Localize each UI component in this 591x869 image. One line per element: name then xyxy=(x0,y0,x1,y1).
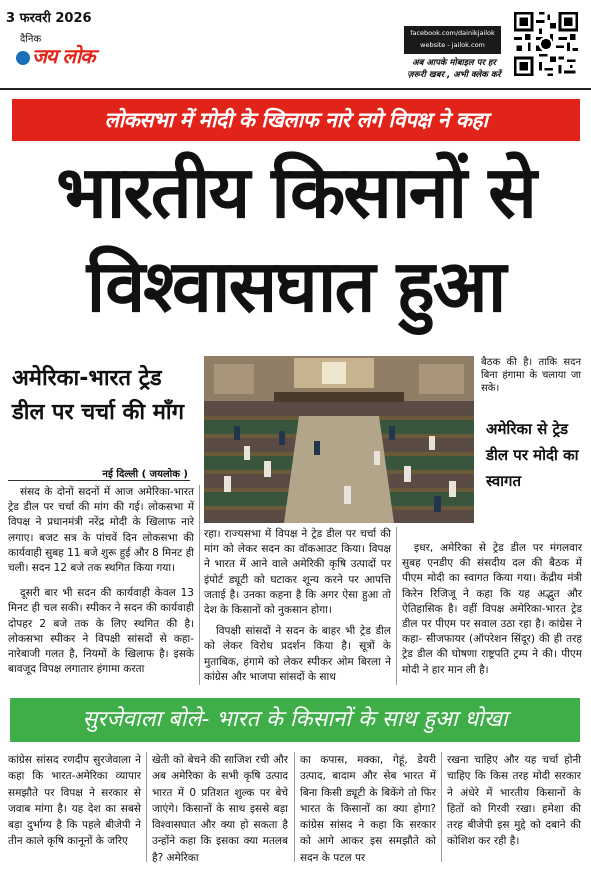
facebook-link[interactable]: facebook.com/dainikjailok xyxy=(410,29,495,37)
dateline: नई दिल्ली ( जयलोक ) xyxy=(102,469,188,480)
subheading-right: अमेरिका से ट्रेड डील पर मोदी का स्वागत xyxy=(486,420,579,490)
headline-line-2: विश्वासघात हुआ xyxy=(86,244,505,328)
header-divider xyxy=(0,88,591,90)
section-column-3: का कपास, मक्का, गेहूं, डेयरी उत्पाद, बादाम और सेब भारत में बिना किसी ड्यूटी के बिकेंगे तो फिर भारत के किसानों का क्या होगा? कांग्रेस सांसद ने कहा कि सरकार को आगे आकर इस समझौते को सदन के पटल पर xyxy=(300,754,436,864)
paragraph: संसद के दोनों सदनों में आज अमेरिका-भारत ट्रेड डील पर चर्चा की मांग की गई। लोकसभा में विपक्ष ने प्रधानमंत्री नरेंद्र मोदी के खिलाफ नारे लगाए। बजट सत्र के पांचवें दिन लोकसभा की कार्यवाही सुबह 11 बजे शुरू हुई और 8 मिनट ही चली। सदन 12 बजे तक स्थगित किया गया। xyxy=(8,486,194,575)
parliament-photo xyxy=(204,356,474,523)
kicker-banner: लोकसभा में मोदी के खिलाफ नारे लगे विपक्ष ने कहा xyxy=(12,99,580,141)
paragraph: रहा। राज्यसभा में विपक्ष ने ट्रेड डील पर चर्चा की मांग को लेकर सदन का वॉकआउट किया। विपक्ष ने भारत में आने वाले अमेरिकी कृषि उत्पादों पर इंपोर्ट ड्यूटी को घटाकर शून्य करने पर आपत्ति जताई है। उनका कहना है कि अगर ऐसा हुआ तो देश के किसानों को नुकसान होगा। xyxy=(204,528,391,617)
paragraph: इधर, अमेरिका से ट्रेड डील पर मंगलवार सुबह एनडीए की संसदीय दल की बैठक में पीएम मोदी का स्वागत किया गया। केंद्रीय मंत्री किरेन रिजिजू ने कहा कि यह अद्भुत और ऐतिहासिक है। वहीं विपक्ष अमेरिका-भारत ट्रेड डील पर पीएम पर सवाल उठा रहा है। कांग्रेस ने कहा- सीजफायर (ऑपरेशन सिंदूर) की ही तरह ट्रेड डील की घोषणा राष्ट्रपति ट्रम्प ने की। पीएम मोदी ने हार मान ली है। xyxy=(402,542,582,676)
newspaper-logo[interactable] xyxy=(14,42,124,70)
website-link[interactable]: website - jailok.com xyxy=(420,41,485,49)
column-divider xyxy=(199,485,200,685)
article-column-1 xyxy=(8,485,194,677)
mobile-promo-line-1: अब आपके मोबाइल पर हर xyxy=(412,58,496,68)
social-links-box xyxy=(404,26,501,54)
right-col-continuation: बैठक की है। ताकि सदन बिना हंगामा के चलाया जा सके। xyxy=(481,357,581,394)
column-divider xyxy=(146,752,147,862)
issue-date: 3 फरवरी 2026 xyxy=(6,11,92,26)
column-divider xyxy=(294,752,295,862)
paragraph: विपक्षी सांसदों ने सदन के बाहर भी ट्रेड डील को लेकर विरोध प्रदर्शन किया है। सूत्रों के मुताबिक, हंगामे को लेकर स्पीकर ओम बिरला ने कांग्रेस और भाजपा सांसदों के साथ xyxy=(204,625,391,683)
headline-line-1: भारतीय किसानों से xyxy=(56,150,535,234)
paragraph: दूसरी बार भी सदन की कार्यवाही केवल 13 मिनट ही चल सकी। स्पीकर ने सदन की कार्यवाही दोपहर 2 बजे तक के लिए स्थगित की है। लोकसभा स्पीकर ने विपक्षी सांसदों से कहा- नारेबाजी गलत है, नियमों के खिलाफ है। इसके बावजूद विपक्ष लगातार हंगामा करता xyxy=(8,587,194,676)
section-column-4: रखना चाहिए और यह चर्चा होनी चाहिए कि किस तरह मोदी सरकार ने अंधेरे में भारतीय किसानों के हितों को गिरवी रखा। हमेशा की तरह बीजेपी इस मुद्दे को दबाने की कोशिश कर रही है। xyxy=(447,754,581,848)
paper-prefix: दैनिक xyxy=(20,34,42,45)
column-divider xyxy=(396,527,397,685)
subheading-left: अमेरिका-भारत ट्रेड डील पर चर्चा की माँग xyxy=(12,366,184,425)
section-column-2: खेती को बेचने की साजिश रची और अब अमेरिका के सभी कृषि उत्पाद भारत में 0 प्रतिशत शुल्क पर बेचे जाएंगे। किसानों के साथ इससे बड़ा विश्वासघात और क्या हो सकता है उन्होंने कहा कि इसका क्या मतलब है? अमेरिका xyxy=(152,754,288,864)
mobile-promo xyxy=(406,57,502,81)
article-column-3 xyxy=(402,541,582,678)
section-banner: सुरजेवाला बोले- भारत के किसानों के साथ हुआ धोखा xyxy=(10,698,580,742)
column-divider xyxy=(441,752,442,862)
section-column-1: कांग्रेस सांसद रणदीप सुरजेवाला ने कहा कि भारत-अमेरिका व्यापार समझौते पर विपक्ष ने सरकार से जवाब मांगा है। यह देश का सबसे बड़ा दुर्भाग्य है कि पहले बीजेपी ने तीन काले कृषि कानूनों के जरिए xyxy=(8,754,141,848)
logo-text: जय लोक xyxy=(32,44,95,68)
mobile-promo-line-2: ज़रूरी खबर , अभी क्लेक करें xyxy=(407,70,501,80)
article-column-2 xyxy=(204,527,391,685)
dateline-divider xyxy=(8,480,190,481)
qr-code-icon[interactable] xyxy=(511,9,581,79)
logo-globe-icon xyxy=(16,51,30,65)
